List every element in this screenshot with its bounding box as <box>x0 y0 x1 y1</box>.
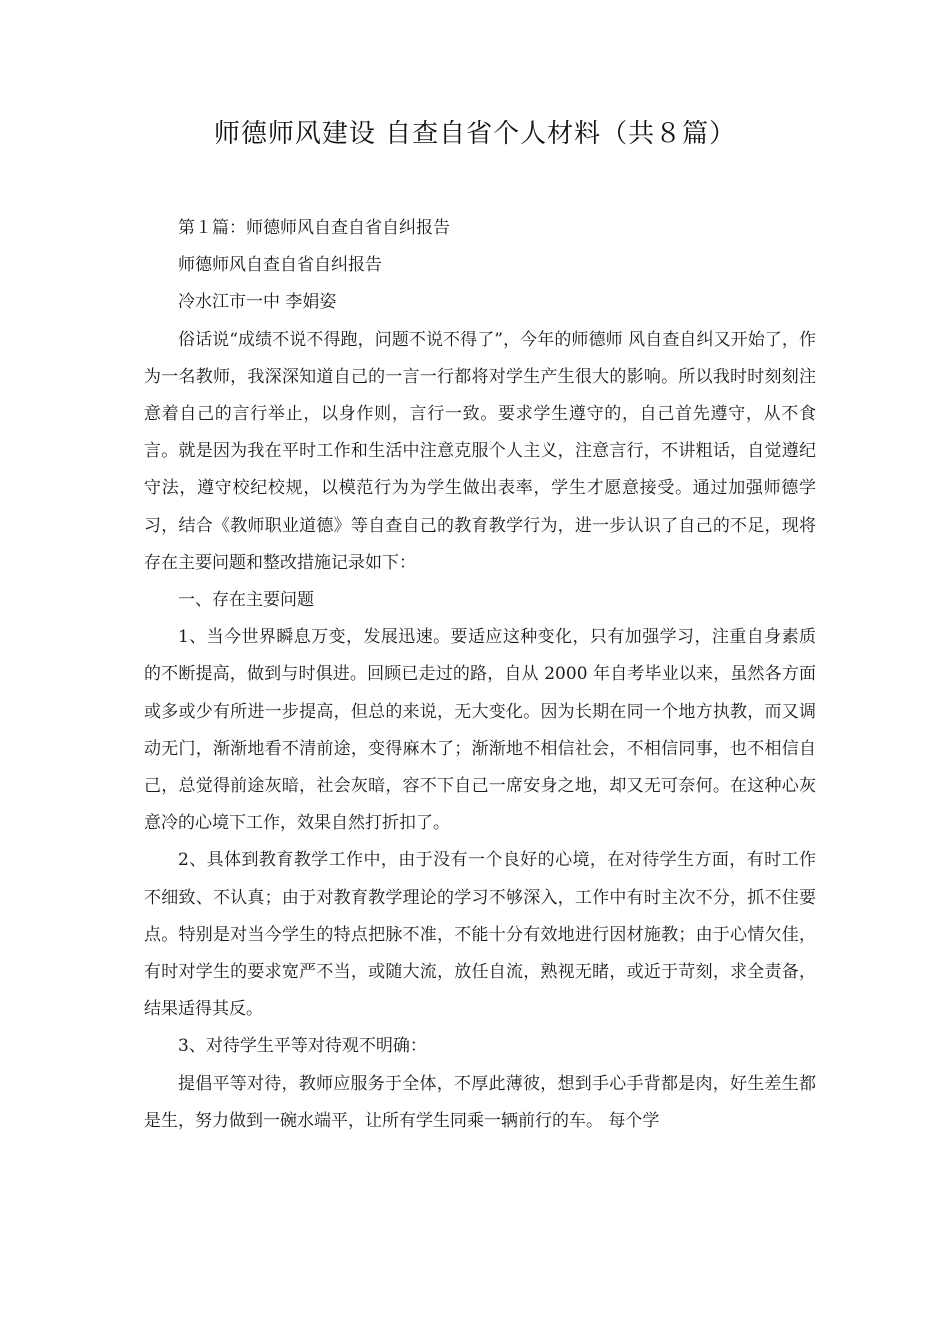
issue-heading-3: 3、对待学生平等对待观不明确： <box>178 1036 427 1057</box>
issue-paragraph-3: 提倡平等对待，教师应服务于全体，不厚此薄彼，想到手心手背都是肉，好生差生都是生，努力做到一碗水端平，让所有学生同乘一辆前行的车。 每个学 <box>144 1073 816 1131</box>
issue-paragraph-2: 2、具体到教育教学工作中，由于没有一个良好的心境，在对待学生方面，有时工作不细致、不认真；由于对教育教学理论的学习不够深入，工作中有时主次不分，抓不住要点。特别是对当今学生的特点把脉不准，不能十分有效地进行因材施教；由于心情欠佳，有时对学生的要求宽严不当，或随大流，放任自流，熟视无睹，或近于苛刻，求全责备，结果适得其反。 <box>144 850 816 1020</box>
intro-paragraph: 俗话说“成绩不说不得跑，问题不说不得了”，今年的师德师 风自查自纠又开始了，作为一名教师，我深深知道自己的一言一行都将对学生产生很大的影响。所以我时时刻刻注意着自己的言行举止，以身作则，言行一致。要求学生遵守的，自己首先遵守，从不食言。就是因为我在平时工作和生活中注意克服个人主义，注意言行，不讲粗话，自觉遵纪守法，遵守校纪校规，以模范行为为学生做出表率，学生才愿意接受。通过加强师德学习，结合《教师职业道德》等自查自己的教育教学行为，进一步认识了自己的不足，现将存在主要问题和整改措施记录如下： <box>144 329 816 573</box>
document-title: 师德师风建设 自查自省个人材料（共８篇） <box>213 119 737 149</box>
issue-paragraph-1: 1、当今世界瞬息万变，发展迅速。要适应这种变化，只有加强学习，注重自身素质的不断提高，做到与时俱进。回顾已走过的路，自从 2000 年自考毕业以来，虽然各方面或多或少有所进一步提高，但总的来说，无大变化。因为长期在同一个地方执教，而又调动无门，渐渐地看不清前途，变得麻木了；渐渐地不相信社会，不相信同事，也不相信自己，总觉得前途灰暗，社会灰暗，容不下自己一席安身之地，却又无可奈何。在这种心灰意冷的心境下工作，效果自然打折扣了。 <box>144 627 816 834</box>
chapter-heading: 第１篇：师德师风自查自省自纠报告 <box>178 218 450 238</box>
report-title: 师德师风自查自省自纠报告 <box>178 255 382 276</box>
author-line: 冷水江市一中 李娟姿 <box>178 292 337 313</box>
section-heading: 一、存在主要问题 <box>178 590 314 611</box>
document-body <box>144 210 816 1140</box>
